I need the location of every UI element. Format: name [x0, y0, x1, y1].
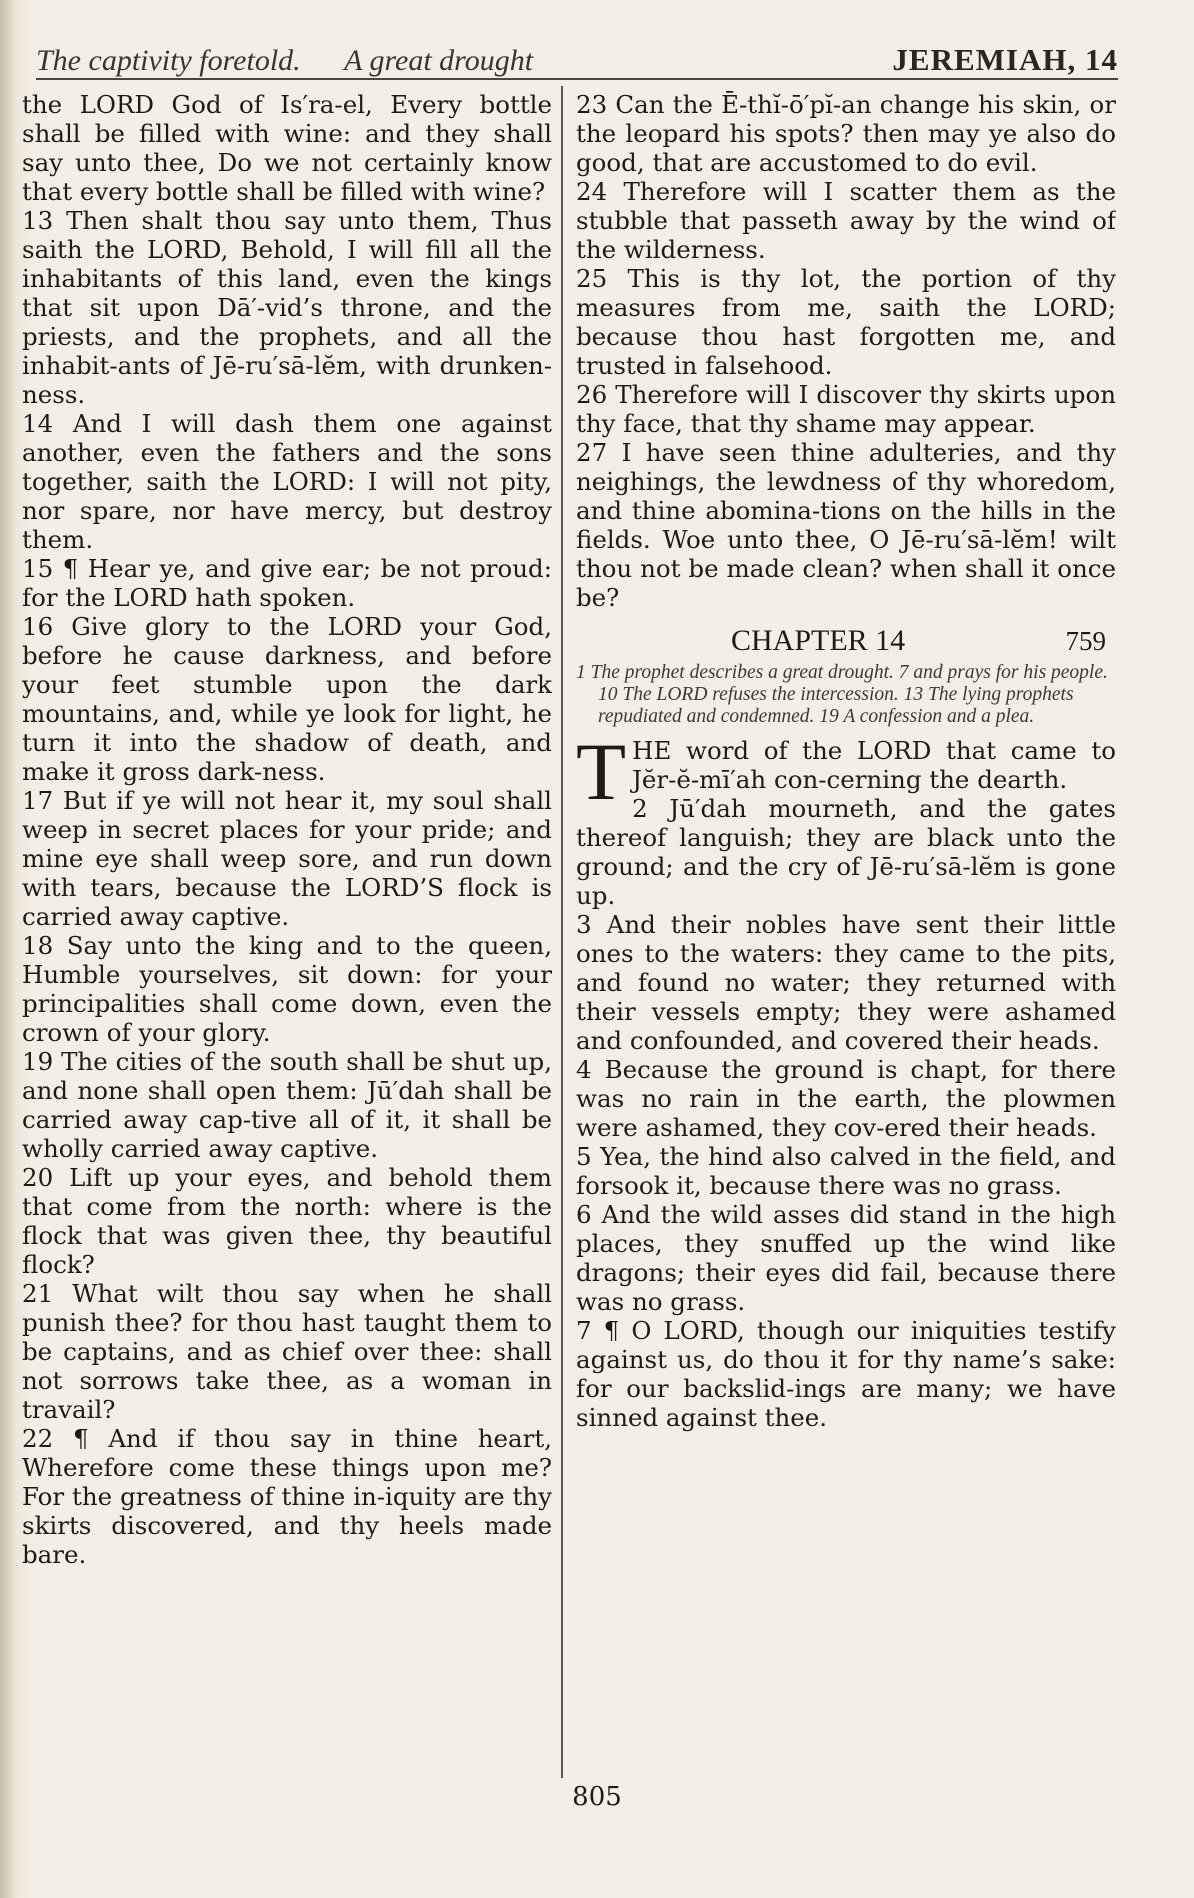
verse-paragraph: 23 Can the Ē-thĭ-ō′pĭ-an change his skin, or the leopard his spots? then may ye also do good, that are accustomed to do evil.: [576, 90, 1116, 177]
chapter-heading: [576, 626, 1116, 656]
verse-paragraph: 27 I have seen thine adulteries, and thy neighings, the lewdness of thy whoredom, and thine abomina-tions on the hills in the fields. Woe unto thee, O Jē-ru′sā-lĕm! wilt thou not be made clean? when shall it once be?: [576, 438, 1116, 612]
verse-paragraph: 22 ¶ And if thou say in thine heart, Wherefore come these things upon me? For the greatness of thine in-iquity are thy skirts discovered, and thy heels made bare.: [22, 1424, 552, 1569]
first-verse-text: HE word of the LORD that came to Jĕr-ĕ-mī′ah con-cerning the dearth.: [632, 736, 1116, 794]
header-topic-2: A great drought: [344, 44, 534, 77]
verse-paragraph: 4 Because the ground is chapt, for there was no rain in the earth, the plowmen were ashamed, they cov-ered their heads.: [576, 1055, 1116, 1142]
chapter-title: CHAPTER 14: [731, 624, 906, 657]
verse-paragraph: 20 Lift up your eyes, and behold them that come from the north: where is the flock that was given thee, thy beautiful flock?: [22, 1163, 552, 1279]
drop-cap: T: [576, 726, 627, 817]
verse-paragraph: 14 And I will dash them one against another, even the fathers and the sons together, saith the LORD: I will not pity, nor spare, nor have mercy, but destroy them.: [22, 409, 552, 554]
verse-paragraph: 26 Therefore will I discover thy skirts upon thy face, that thy shame may appear.: [576, 380, 1116, 438]
chapter-first-verse: [576, 726, 1116, 817]
verse-paragraph: the LORD God of Is′ra-el, Every bottle shall be filled with wine: and they shall say unto thee, Do we not certainly know that every bottle shall be filled with wine?: [22, 90, 552, 206]
chapter-summary: 1 The prophet describes a great drought. 7 and prays for his people. 10 The LORD refuses the intercession. 13 The lying prophets repudiated and condemned. 19 A confession and a plea.: [576, 662, 1108, 727]
verse-paragraph: 15 ¶ Hear ye, and give ear; be not proud: for the LORD hath spoken.: [22, 554, 552, 612]
verse-paragraph: 24 Therefore will I scatter them as the stubble that passeth away by the wind of the wilderness.: [576, 177, 1116, 264]
page-binding-shadow: [0, 0, 16, 1898]
verse-paragraph: 5 Yea, the hind also calved in the field, and forsook it, because there was no grass.: [576, 1142, 1116, 1200]
header-topic: [36, 44, 533, 78]
header-book-chapter: JEREMIAH, 14: [892, 42, 1118, 77]
right-column: [576, 90, 1116, 1775]
verse-paragraph: 21 What wilt thou say when he shall punish thee? for thou hast taught them to be captains, and as chief over thee: shall not sorrows take thee, as a woman in travail?: [22, 1279, 552, 1424]
verse-paragraph: 6 And the wild asses did stand in the high places, they snuffed up the wind like dragons; their eyes did fail, because there was no grass.: [576, 1200, 1116, 1316]
verse-paragraph: 13 Then shalt thou say unto them, Thus saith the LORD, Behold, I will fill all the inhabitants of this land, even the kings that sit upon Dā′-vid’s throne, and the priests, and the prophets, and all the inhabit-ants of Jē-ru′sā-lĕm, with drunken-ness.: [22, 206, 552, 409]
header-topic-1: The captivity foretold.: [36, 44, 301, 77]
column-divider: [561, 86, 563, 1778]
page-number: 805: [572, 1782, 622, 1812]
left-column: [22, 90, 552, 1775]
verse-paragraph: 25 This is thy lot, the portion of thy measures from me, saith the LORD; because thou hast forgotten me, and trusted in falsehood.: [576, 264, 1116, 380]
verse-paragraph: 3 And their nobles have sent their little ones to the waters: they came to the pits, and found no water; they returned with their vessels empty; they were ashamed and confounded, and covered their heads.: [576, 910, 1116, 1055]
verse-paragraph: 2 Jū′dah mourneth, and the gates thereof languish; they are black unto the ground; and the cry of Jē-ru′sā-lĕm is gone up.: [576, 794, 1116, 910]
verse-paragraph: 19 The cities of the south shall be shut up, and none shall open them: Jū′dah shall be carried away cap-tive all of it, it shall be wholly carried away captive.: [22, 1047, 552, 1163]
verse-paragraph: 18 Say unto the king and to the queen, Humble yourselves, sit down: for your principalities shall come down, even the crown of your glory.: [22, 931, 552, 1047]
verse-paragraph: 17 But if ye will not hear it, my soul shall weep in secret places for your pride; and mine eye shall weep sore, and run down with tears, because the LORD’S flock is carried away captive.: [22, 786, 552, 931]
chapter-page-reference: 759: [1065, 626, 1106, 656]
verse-paragraph: 16 Give glory to the LORD your God, before he cause darkness, and before your feet stumble upon the dark mountains, and, while ye look for light, he turn it into the shadow of death, and make it gross dark-ness.: [22, 612, 552, 786]
running-header: [36, 30, 1118, 80]
verse-paragraph: 7 ¶ O LORD, though our iniquities testify against us, do thou it for thy name’s sake: for our backslid-ings are many; we have sinned against thee.: [576, 1316, 1116, 1432]
